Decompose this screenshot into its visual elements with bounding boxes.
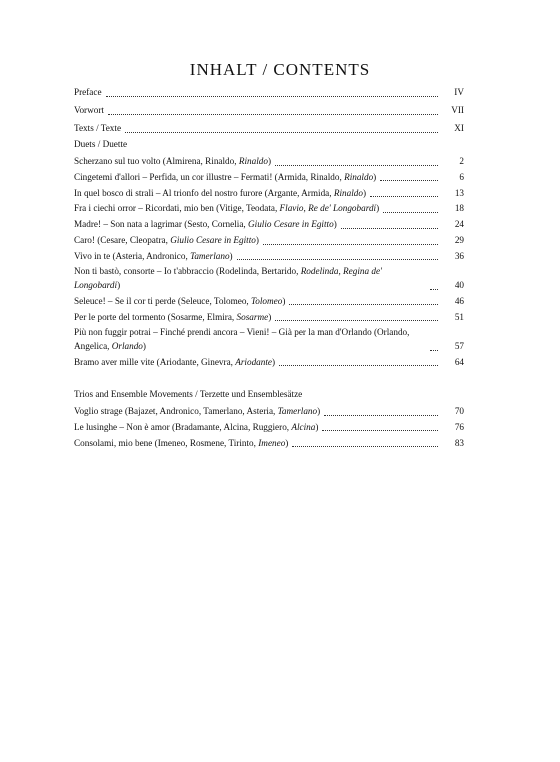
page-number: 24 <box>454 219 464 230</box>
dot-leader <box>383 212 438 213</box>
entry-label: Per le porte del tormento (Sosarme, Elmira, Sosarme) <box>74 311 272 322</box>
dot-leader <box>380 180 438 181</box>
page-number: 13 <box>454 187 464 198</box>
dot-leader <box>430 289 438 290</box>
page-number: VII <box>451 105 464 116</box>
toc-entry <box>74 202 464 216</box>
toc-entry <box>74 295 464 309</box>
entry-label: Preface <box>74 87 102 97</box>
dot-leader <box>108 114 438 115</box>
toc-entry <box>74 326 464 353</box>
page-number: 64 <box>454 356 464 367</box>
page-number: 51 <box>454 311 464 322</box>
toc-entry <box>74 421 464 435</box>
dot-leader <box>341 228 438 229</box>
toc-entry <box>74 405 464 419</box>
entry-label: Bramo aver mille vite (Ariodante, Ginevra, Ariodante) <box>74 356 276 367</box>
page-number: 40 <box>454 280 464 291</box>
toc-entry <box>74 104 464 118</box>
page-number: IV <box>454 87 464 97</box>
page-number: 46 <box>454 295 464 306</box>
entry-label: Cingetemi d'allori – Perfida, un cor illustre – Fermati! (Armida, Rinaldo, Rinaldo) <box>74 171 377 182</box>
entry-label: Voglio strage (Bajazet, Andronico, Tamerlano, Asteria, Tamerlano) <box>74 406 321 416</box>
section-heading: Trios and Ensemble Movements / Terzette und Ensemblesätze <box>74 389 303 399</box>
page-number: 57 <box>454 341 464 351</box>
page-number: 70 <box>454 406 464 416</box>
dot-leader <box>263 244 438 245</box>
page-number: 83 <box>454 437 464 448</box>
dot-leader <box>370 196 438 197</box>
duets-list <box>74 155 464 369</box>
toc-entry <box>74 250 464 264</box>
dot-leader <box>275 320 438 321</box>
entry-label: Seleuce! – Se il cor ti perde (Seleuce, Tolomeo, Tolomeo) <box>74 295 286 306</box>
page-number: 76 <box>454 421 464 432</box>
page-number: 2 <box>459 156 464 166</box>
entry-label: Non ti bastò, consorte – Io t'abbraccio (Rodelinda, Bertarido, Rodelinda, Regina de' Longobardi) <box>74 266 383 291</box>
dot-leader <box>322 430 438 431</box>
toc-entry <box>74 356 464 370</box>
entry-label: Vivo in te (Asteria, Andronico, Tamerlano) <box>74 250 233 261</box>
dot-leader <box>430 350 438 351</box>
page-number: 18 <box>454 203 464 214</box>
dot-leader <box>292 446 438 447</box>
toc-entry <box>74 187 464 201</box>
toc-entry <box>74 311 464 325</box>
entry-label: In quel bosco di strali – Al trionfo del nostro furore (Argante, Armida, Rinaldo) <box>74 187 366 198</box>
page-number: XI <box>454 123 464 134</box>
duets-section <box>74 138 464 372</box>
toc-entry <box>74 437 464 451</box>
trios-list <box>74 405 464 450</box>
toc-entry <box>74 155 464 169</box>
dot-leader <box>275 165 438 166</box>
entry-label: Fra i ciechi orror – Ricordati, mio ben (Vitige, Teodata, Flavio, Re de' Longobardi) <box>74 203 380 214</box>
entry-label: Le lusinghe – Non è amor (Bradamante, Alcina, Ruggiero, Alcina) <box>74 421 319 432</box>
toc-entry <box>74 218 464 232</box>
trios-section <box>74 388 464 452</box>
entry-label: Scherzano sul tuo volto (Almirena, Rinaldo, Rinaldo) <box>74 156 271 166</box>
page-number: 36 <box>454 250 464 261</box>
page-number: 6 <box>459 171 464 182</box>
entry-label: Più non fuggir potrai – Finché prendi ancora – Vieni! – Già per la man d'Orlando (Orlando, Angelica, Orlando) <box>74 327 410 351</box>
dot-leader <box>125 132 438 133</box>
dot-leader <box>289 304 438 305</box>
entry-label: Madre! – Son nata a lagrimar (Sesto, Cornelia, Giulio Cesare in Egitto) <box>74 219 337 230</box>
toc-entry <box>74 122 464 136</box>
page-number: 29 <box>454 234 464 245</box>
page-title: INHALT / CONTENTS <box>189 60 371 79</box>
toc-entry <box>74 234 464 248</box>
dot-leader <box>324 415 438 416</box>
entry-label: Vorwort <box>74 105 104 116</box>
entry-label: Consolami, mio bene (Imeneo, Rosmene, Tirinto, Imeneo) <box>74 437 289 448</box>
toc-entry <box>74 171 464 185</box>
dot-leader <box>106 96 438 97</box>
section-heading: Duets / Duette <box>74 139 128 149</box>
front-matter-list <box>74 86 464 141</box>
dot-leader <box>279 365 438 366</box>
toc-entry <box>74 86 464 100</box>
toc-entry <box>74 265 464 292</box>
entry-label: Caro! (Cesare, Cleopatra, Giulio Cesare in Egitto) <box>74 234 259 245</box>
dot-leader <box>237 259 438 260</box>
entry-label: Texts / Texte <box>74 123 122 134</box>
